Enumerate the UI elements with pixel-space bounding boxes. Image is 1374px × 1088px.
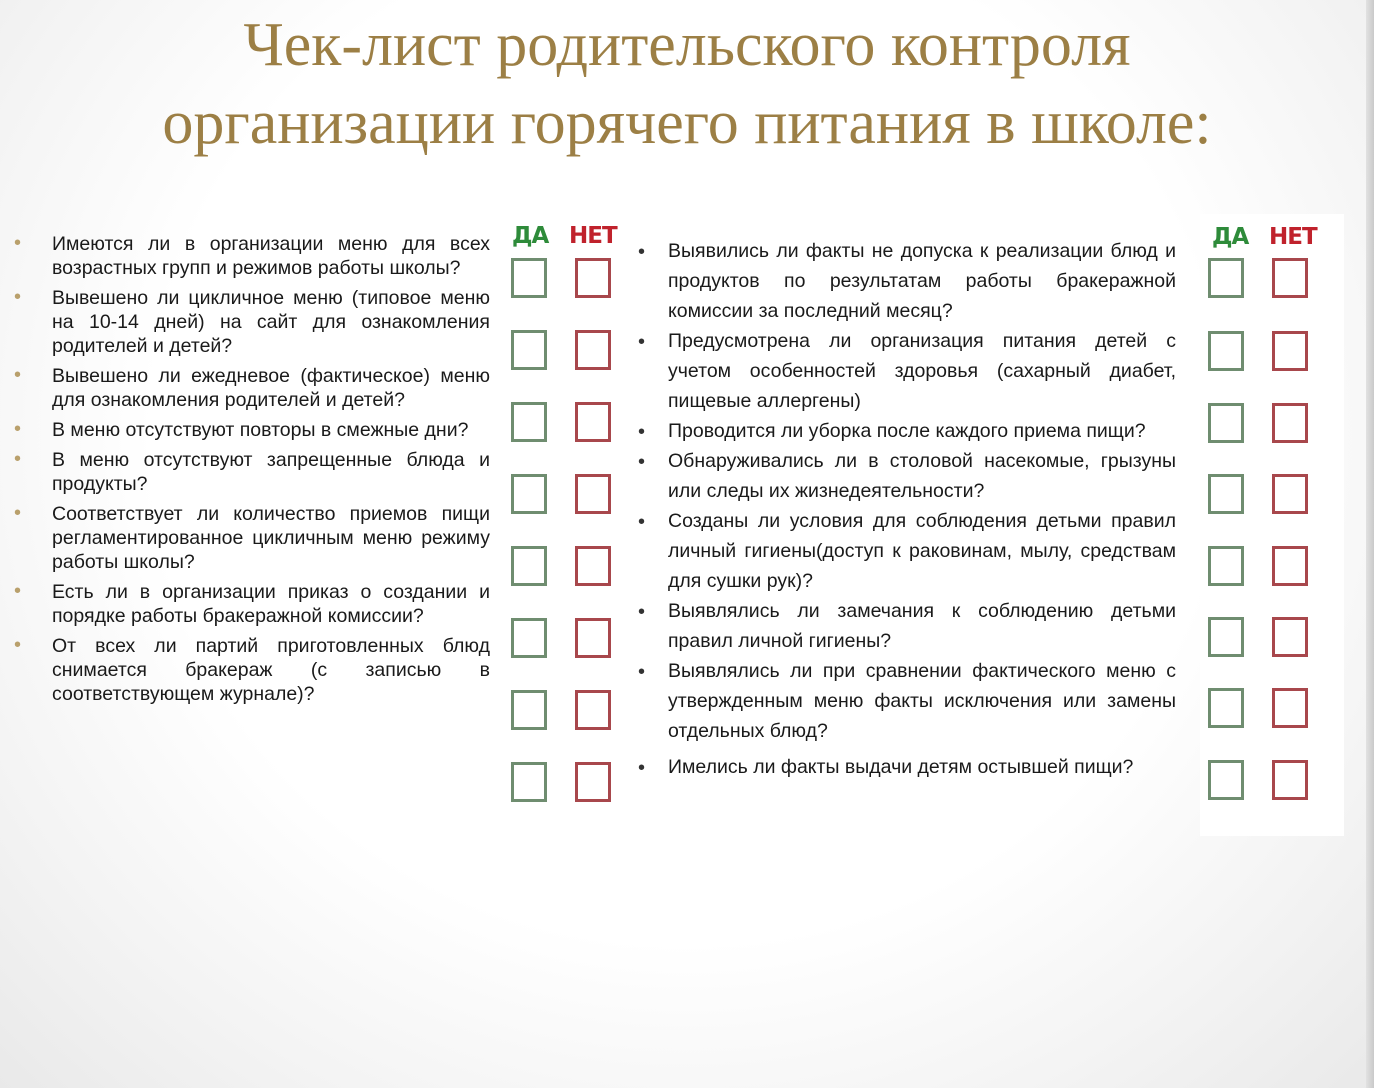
no-checkbox[interactable] (1272, 474, 1308, 514)
no-checkbox[interactable] (575, 258, 611, 298)
yes-column-header: ДА (512, 223, 549, 249)
list-item: • Имелись ли факты выдачи детям остывшей пищи? (668, 746, 1176, 788)
list-item: • В меню отсутствуют запрещенные блюда и продукты? (52, 448, 490, 496)
no-checkbox[interactable] (575, 546, 611, 586)
no-checkbox[interactable] (575, 690, 611, 730)
no-checkbox[interactable] (1272, 688, 1308, 728)
no-checkbox[interactable] (575, 618, 611, 658)
no-checkbox[interactable] (1272, 331, 1308, 371)
yes-checkbox[interactable] (511, 330, 547, 370)
no-column-header: НЕТ (1269, 224, 1317, 250)
yes-checkbox[interactable] (1208, 474, 1244, 514)
list-item: • Вывешено ли цикличное меню (типовое меню на 10-14 дней) на сайт для ознакомления родителей и детей? (52, 286, 490, 358)
right-check-panel (1200, 214, 1344, 836)
yes-checkbox[interactable] (1208, 403, 1244, 443)
list-item: • Выявлялись ли замечания к соблюдению детьми правил личной гигиены? (668, 596, 1176, 656)
list-item: • Выявились ли факты не допуска к реализации блюд и продуктов по результатам работы бракеражной комиссии за последний месяц? (668, 236, 1176, 326)
left-checklist (52, 232, 490, 712)
yes-checkbox[interactable] (1208, 258, 1244, 298)
no-checkbox[interactable] (575, 330, 611, 370)
no-checkbox[interactable] (1272, 403, 1308, 443)
no-checkbox[interactable] (1272, 617, 1308, 657)
no-column-header: НЕТ (569, 223, 617, 249)
no-checkbox[interactable] (575, 474, 611, 514)
list-item: • Созданы ли условия для соблюдения детьми правил личный гигиены(доступ к раковинам, мылу, средствам для сушки рук)? (668, 506, 1176, 596)
list-item: • Имеются ли в организации меню для всех возрастных групп и режимов работы школы? (52, 232, 490, 280)
right-checklist (668, 236, 1176, 788)
list-item: • Соответствует ли количество приемов пищи регламентированное цикличным меню режиму работы школы? (52, 502, 490, 574)
yes-checkbox[interactable] (511, 402, 547, 442)
no-checkbox[interactable] (1272, 760, 1308, 800)
yes-checkbox[interactable] (1208, 617, 1244, 657)
yes-checkbox[interactable] (1208, 760, 1244, 800)
list-item: • Есть ли в организации приказ о создании и порядке работы бракеражной комиссии? (52, 580, 490, 628)
left-check-panel (505, 213, 633, 821)
list-item: • Выявлялись ли при сравнении фактического меню с утвержденным меню факты исключения или замены отдельных блюд? (668, 656, 1176, 746)
yes-checkbox[interactable] (511, 474, 547, 514)
yes-checkbox[interactable] (511, 618, 547, 658)
yes-checkbox[interactable] (511, 690, 547, 730)
no-checkbox[interactable] (1272, 546, 1308, 586)
list-item: • Предусмотрена ли организация питания детей с учетом особенностей здоровья (сахарный диабет, пищевые аллергены) (668, 326, 1176, 416)
title-line-1: Чек-лист родительского контроля (243, 11, 1131, 79)
slide-edge (1366, 0, 1374, 1088)
yes-checkbox[interactable] (1208, 331, 1244, 371)
yes-checkbox[interactable] (511, 762, 547, 802)
yes-checkbox[interactable] (511, 546, 547, 586)
list-item: • Проводится ли уборка после каждого приема пищи? (668, 416, 1176, 446)
list-item: • В меню отсутствуют повторы в смежные дни? (52, 418, 490, 442)
page-title (0, 6, 1374, 162)
no-checkbox[interactable] (575, 402, 611, 442)
yes-column-header: ДА (1212, 224, 1249, 250)
yes-checkbox[interactable] (511, 258, 547, 298)
no-checkbox[interactable] (1272, 258, 1308, 298)
yes-checkbox[interactable] (1208, 688, 1244, 728)
list-item: • Вывешено ли ежедневое (фактическое) меню для ознакомления родителей и детей? (52, 364, 490, 412)
no-checkbox[interactable] (575, 762, 611, 802)
list-item: • Обнаруживались ли в столовой насекомые, грызуны или следы их жизнедеятельности? (668, 446, 1176, 506)
yes-checkbox[interactable] (1208, 546, 1244, 586)
list-item: • От всех ли партий приготовленных блюд снимается бракераж (с записью в соответствующем журнале)? (52, 634, 490, 706)
title-line-2: организации горячего питания в школе: (162, 89, 1212, 157)
